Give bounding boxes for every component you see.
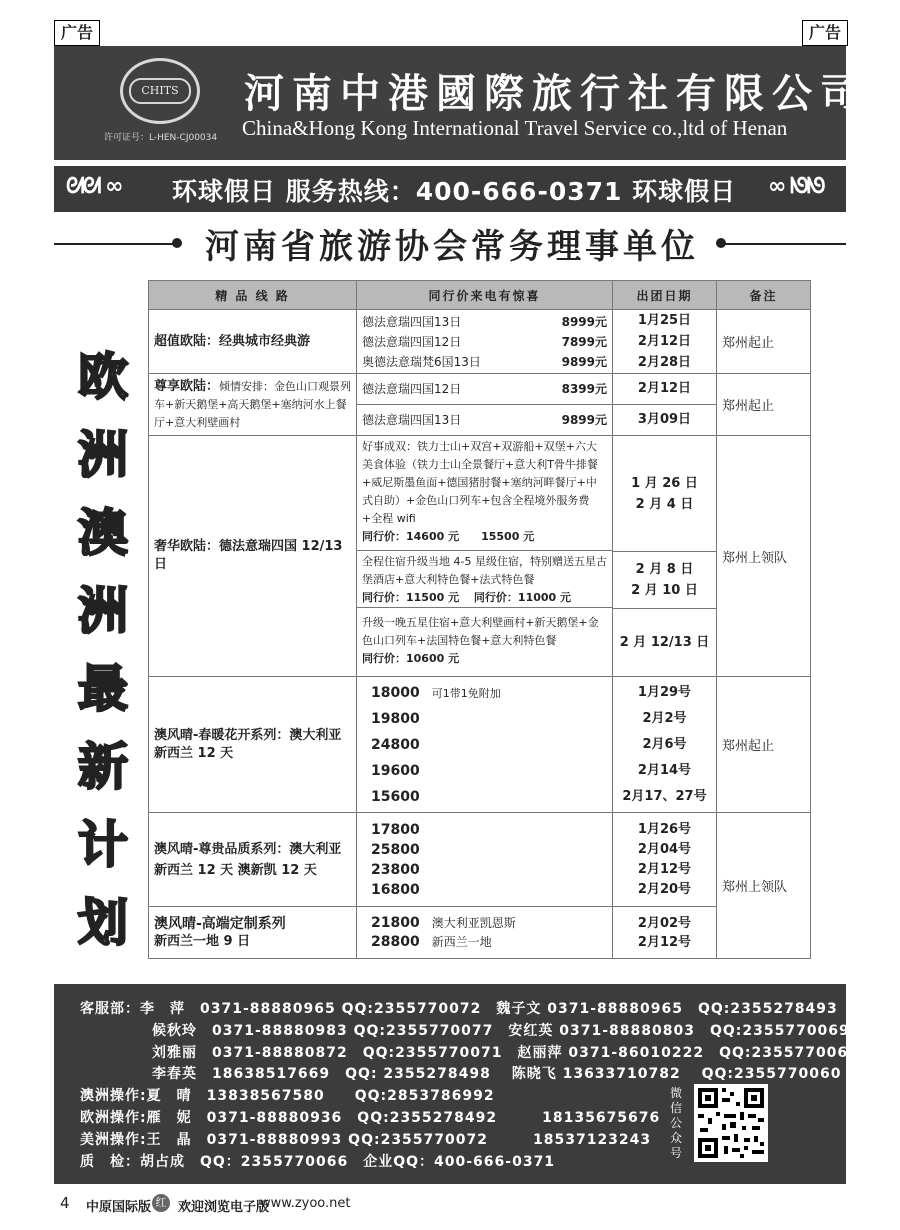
date-cell [613,374,717,436]
slogan-char: 欧 [78,347,128,406]
table-row [149,677,811,813]
destination: 新西兰一地 [431,934,492,949]
table-header-row [149,281,811,310]
hotline-text: 环球假日 服务热线：400-666-0371 环球假日 [172,177,737,206]
table-row [149,436,811,677]
col-header-note: 备注 [717,281,811,310]
route-price: 9899元 [561,413,607,427]
route-name: 德法意瑞四国13日 [362,413,462,427]
tour-price: 19800 [371,710,420,727]
edition-name: 中原国际版 [86,1200,152,1215]
contact-footer [54,984,859,1184]
route-price: 9899元 [561,354,607,369]
table-row [149,907,811,959]
route-title: 奢华欧陆：德法意瑞四国 12/13 日 [154,539,343,572]
depart-date: 2月04号 [637,841,692,857]
contact-line: 质 检：胡占成 QQ：2355770066 企业QQ：400-666-0371 [80,1154,556,1170]
date-cell [613,813,717,907]
depart-date: 2 月 12/13 日 [619,634,710,650]
ad-tag-right: 广告 [802,20,848,46]
route-cell [149,813,357,907]
tour-price: 21800 [371,914,420,931]
route-title: 超值欧陆：经典城市经典游 [154,333,311,349]
package-2 [357,551,612,608]
route-name: 德法意瑞四国12日 [362,334,462,349]
footer-welcome: 欢迎浏览电子版 [178,1200,270,1215]
tour-price: 17800 [371,821,420,838]
route-title: 澳风晴-尊贵品质系列：澳大利亚 新西兰 12 天 澳新凯 12 天 [154,841,342,878]
depart-date: 2月12日 [637,334,692,349]
depart-date: 2 月 10 日 [631,583,698,598]
price-cell [357,436,613,677]
website-link[interactable]: www.zyoo.net [260,1196,351,1211]
slogan-char: 澳 [78,503,128,562]
route-name: 奥德法意瑞梵6国13日 [362,354,481,369]
tour-price: 16800 [371,881,420,898]
destination: 澳大利亚凯恩斯 [431,915,516,930]
logo-text: CHITS [129,78,191,104]
contact-line: 欧洲操作:雁 妮 0371-88880936 QQ:2355278492 18135675676 [80,1110,661,1126]
package-desc: 全程住宿升级当地 4-5 星级住宿，特别赠送五星古堡酒店+意大利特色餐+法式特色餐 [362,555,607,586]
route-cell [149,374,357,436]
date-cell [613,907,717,959]
table-row [149,813,811,907]
depart-date: 2月14号 [637,762,692,778]
depart-date: 1 月 26 日 [631,476,698,491]
ornament-left-icon: ᘛᘛ ∞ [66,174,122,199]
route-title: 澳风晴-春暖花开系列：澳大利亚 新西兰 12 天 [154,727,355,761]
depart-date: 2月20号 [637,881,692,897]
tour-price: 24800 [371,736,420,753]
slogan-char: 新 [78,737,128,796]
company-logo [120,58,200,124]
edition-badge: 红 [152,1194,170,1212]
tour-price: 19600 [371,762,420,779]
note-cell: 郑州起止 [717,310,811,374]
col-header-date: 出团日期 [613,281,717,310]
depart-date: 2月2号 [642,710,687,726]
route-title: 澳风晴-高端定制系列 [154,915,286,932]
route-price: 8999元 [561,314,607,329]
route-title: 尊享欧陆： [154,378,220,394]
date-cell [613,677,717,813]
route-subtitle: 新西兰一地 9 日 [154,933,251,949]
note-cell: 郑州起止 [717,374,811,436]
main-title: 河南省旅游协会常务理事单位 [205,227,699,267]
date-cell [613,310,717,374]
date-cell [613,436,717,677]
note-cell: 郑州上领队 [717,813,811,959]
package-desc: 升级一晚五星住宿+意大利壁画村+新天鹅堡+金色山口列车+法国特色餐+意大利特色餐 [362,616,599,647]
contact-line: 客服部：李 萍 0371-88880965 QQ:2355770072 魏子文 0371-88880965 QQ:2355278493 [80,1001,838,1017]
tour-price: 28800 [371,933,420,950]
depart-date: 2 月 8 日 [635,562,694,577]
table-row [149,310,811,374]
package-price: 同行价：10600 元 [362,652,460,665]
package-price: 同行价：14600 元 15500 元 [362,530,535,543]
ad-tag-left: 广告 [54,20,100,46]
company-header [54,46,868,160]
table-row [149,374,811,436]
license-number: 许可证号：L-HEN-CJ00034 [104,133,218,143]
route-name: 德法意瑞四国12日 [362,382,462,396]
route-cell [149,310,357,374]
price-cell [357,677,613,813]
depart-date: 2月12号 [637,934,692,950]
package-3 [357,608,612,676]
slogan-char: 最 [78,659,128,718]
package-desc: 好事成双：铁力士山+双宫+双游船+双堡+六大美食体验（铁力士山全景餐厅+意大利T骨牛排餐+威尼斯墨鱼面+德国猪肘餐+塞纳河畔餐厅+中式自助）+金色山口列车+包含全程境外服务费+全程 wifi [362,440,598,525]
depart-date: 2月02号 [637,915,692,931]
route-price: 8399元 [561,382,607,396]
depart-date: 1月29号 [637,684,692,700]
slogan-char: 洲 [78,425,128,484]
tour-price: 18000 [371,684,420,701]
contact-line: 刘雅丽 0371-88880872 QQ:2355770071 赵丽萍 0371-86010222 QQ:2355770068 [152,1045,859,1061]
package-price: 同行价：11500 元 同行价：11000 元 [362,591,572,604]
depart-date: 2月12号 [637,861,692,877]
vertical-slogan [72,338,134,962]
slogan-char: 洲 [78,581,128,640]
slogan-char: 计 [78,815,128,874]
wechat-label: 微信公众号 [669,1086,682,1160]
tour-price: 25800 [371,841,420,858]
title-divider-right [724,243,846,245]
price-cell [357,374,613,436]
company-name-cn: 河南中港國際旅行社有限公司 [244,71,868,117]
depart-date: 3月09日 [637,412,692,427]
route-cell [149,436,357,677]
price-cell [357,907,613,959]
contact-line: 澳洲操作:夏 晴 13838567580 QQ:2853786992 [80,1088,495,1104]
tour-price: 23800 [371,861,420,878]
route-cell [149,677,357,813]
depart-date: 2月17、27号 [622,788,707,804]
price-cell [357,310,613,374]
ornament-right-icon: ∞ ᘚᘚ [768,174,824,199]
contact-line: 美洲操作:王 晶 0371-88880993 QQ:2355770072 18537123243 [80,1132,652,1148]
price-remark: 可1带1免附加 [431,686,501,700]
route-price: 7899元 [561,334,607,349]
depart-date: 2 月 4 日 [635,497,694,512]
wechat-qr-code[interactable] [694,1084,768,1162]
package-1 [357,436,612,551]
route-name: 德法意瑞四国13日 [362,314,462,329]
contact-line: 李春英 18638517669 QQ: 2355278498 陈晓飞 13633710782 QQ:2355770060 [152,1066,842,1082]
tour-table [148,280,811,959]
hotline-banner [54,166,846,212]
col-header-route: 精 品 线 路 [149,281,357,310]
depart-date: 1月26号 [637,821,692,837]
price-cell [357,813,613,907]
page-number: 4 [60,1194,70,1212]
note-cell: 郑州起止 [717,677,811,813]
note-cell: 郑州上领队 [717,436,811,677]
contact-line: 候秋玲 0371-88880983 QQ:2355770077 安红英 0371-88880803 QQ:2355770069 [152,1023,850,1039]
title-divider-left [54,243,174,245]
depart-date: 2月28日 [637,355,692,370]
tour-price: 15600 [371,788,420,805]
depart-date: 2月12日 [613,374,716,405]
company-name-en: China&Hong Kong International Travel Service co.,ltd of Henan [242,116,788,140]
slogan-char: 划 [78,893,128,952]
depart-date: 2月6号 [642,736,687,752]
col-header-price: 同行价来电有惊喜 [357,281,613,310]
depart-date: 1月25日 [637,313,692,328]
route-cell [149,907,357,959]
route-desc: 倾情安排：金色山口观景列车+新天鹅堡+高天鹅堡+塞纳河水上餐厅+意大利壁画村 [154,379,352,429]
title-dot-left [172,238,182,248]
